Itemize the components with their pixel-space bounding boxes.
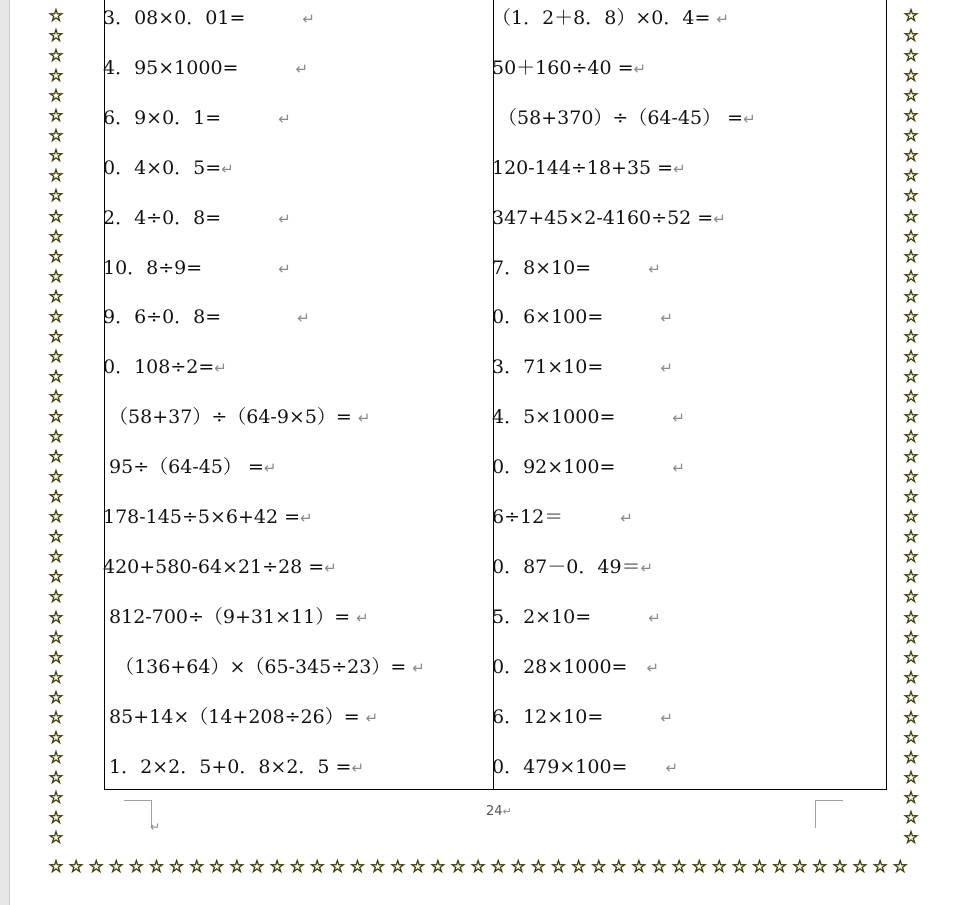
math-expression: （136+64）×（65-345÷23）= [103, 655, 413, 678]
answer-space [615, 456, 672, 478]
border-star-icon: ☆ [48, 767, 64, 788]
math-expression: 0．28×1000= [492, 655, 628, 678]
border-star-icon: ☆ [671, 857, 687, 877]
border-star-icon: ☆ [711, 857, 727, 877]
math-expression: 0．6×100= [492, 306, 604, 329]
border-star-icon: ☆ [48, 427, 64, 448]
border-star-icon: ☆ [892, 857, 908, 877]
math-expression: 50＋160÷40 = [492, 56, 634, 79]
border-star-icon: ☆ [48, 186, 64, 207]
worksheet-row[interactable] [103, 257, 291, 280]
worksheet-row[interactable] [103, 7, 315, 30]
border-star-icon: ☆ [48, 667, 64, 688]
border-star-icon: ☆ [903, 186, 919, 207]
math-expression: 812-700÷（9+31×11）= [103, 605, 357, 628]
worksheet-row[interactable] [103, 356, 227, 379]
border-star-icon: ☆ [903, 6, 919, 26]
border-star-icon: ☆ [48, 487, 64, 508]
border-star-icon: ☆ [48, 386, 64, 407]
paragraph-mark: ↵ [351, 758, 365, 777]
answer-space [563, 506, 620, 528]
border-star-icon: ☆ [903, 306, 919, 327]
answer-space [591, 606, 648, 628]
border-star-icon: ☆ [903, 407, 919, 427]
border-star-icon: ☆ [48, 857, 64, 877]
math-expression: （1．2＋8．8）×0．4= [492, 7, 717, 29]
worksheet-row[interactable] [103, 157, 234, 180]
math-expression: （58+37）÷（64-9×5）= [103, 406, 358, 429]
worksheet-row[interactable] [492, 406, 685, 429]
paragraph-mark: ↵ [412, 658, 425, 677]
worksheet-row[interactable] [103, 207, 291, 230]
worksheet-row[interactable] [492, 756, 678, 779]
worksheet-row[interactable] [103, 306, 310, 329]
border-star-icon: ☆ [903, 547, 919, 568]
border-star-icon: ☆ [48, 126, 64, 147]
border-star-icon: ☆ [349, 857, 366, 877]
border-star-icon: ☆ [903, 727, 919, 748]
border-star-icon: ☆ [48, 46, 64, 67]
border-star-icon: ☆ [903, 66, 919, 87]
math-expression: 9．6÷0．8= [103, 306, 222, 329]
paragraph-mark: ↵ [648, 259, 661, 278]
math-expression: 4．95×1000= [103, 56, 239, 79]
border-star-icon: ☆ [48, 627, 64, 648]
border-star-icon: ☆ [631, 857, 647, 877]
worksheet-row[interactable] [103, 606, 369, 629]
border-star-icon: ☆ [903, 787, 919, 808]
border-star-icon: ☆ [289, 857, 305, 877]
page-number-value: 24 [486, 804, 503, 819]
border-star-icon: ☆ [68, 857, 84, 877]
math-expression: 420+580-64×21÷28 = [103, 555, 325, 578]
border-star-icon: ☆ [48, 447, 64, 468]
worksheet-row[interactable] [103, 656, 425, 679]
paragraph-mark: ↵ [263, 459, 277, 478]
border-star-icon: ☆ [530, 857, 547, 877]
worksheet-row[interactable] [103, 556, 337, 579]
answer-space [238, 57, 295, 79]
border-star-icon: ☆ [903, 246, 919, 267]
border-star-icon: ☆ [903, 567, 919, 588]
border-star-icon: ☆ [903, 447, 919, 468]
border-star-icon: ☆ [329, 857, 346, 877]
border-star-icon: ☆ [48, 747, 64, 768]
border-star-icon: ☆ [903, 326, 919, 347]
math-expression: 95÷（64-45） = [103, 456, 264, 479]
math-expression: 0．92×100= [492, 456, 616, 479]
border-star-icon: ☆ [903, 627, 919, 648]
math-expression: 7．8×10= [492, 256, 592, 279]
worksheet-row[interactable] [103, 456, 276, 479]
border-star-icon: ☆ [430, 857, 446, 877]
math-expression: 3．08×0．01= [103, 7, 246, 29]
answer-space [591, 257, 648, 279]
crop-mark-left [124, 800, 152, 828]
border-star-icon: ☆ [611, 857, 627, 877]
border-star-icon: ☆ [48, 226, 64, 247]
math-expression: 3．71×10= [492, 356, 604, 379]
border-star-icon: ☆ [691, 857, 707, 877]
math-expression: 85+14×（14+208÷26）= [103, 705, 366, 728]
border-star-icon: ☆ [812, 857, 828, 877]
border-star-icon: ☆ [48, 587, 64, 608]
border-star-icon: ☆ [48, 707, 64, 728]
paragraph-mark: ↵ [297, 309, 310, 328]
border-star-icon: ☆ [309, 857, 325, 877]
math-expression: （58+370）÷（64-45） = [492, 106, 744, 129]
border-star-icon: ☆ [591, 857, 607, 877]
answer-space [202, 257, 278, 279]
border-star-icon: ☆ [903, 346, 919, 367]
math-expression: 1．2×2．5+0．8×2．5 = [103, 755, 352, 778]
border-star-icon: ☆ [48, 727, 64, 748]
math-expression: 0．479×100= [492, 755, 628, 778]
page-number-paragraph-mark: ↵ [502, 805, 512, 818]
border-star-icon: ☆ [903, 687, 919, 708]
border-star-icon: ☆ [229, 857, 245, 877]
paragraph-mark: ↵ [295, 59, 309, 78]
border-star-icon: ☆ [269, 857, 285, 877]
border-star-icon: ☆ [48, 146, 64, 167]
worksheet-row[interactable] [103, 107, 291, 130]
worksheet-row[interactable] [492, 656, 659, 679]
worksheet-row[interactable] [492, 57, 646, 80]
border-star-icon: ☆ [570, 857, 587, 877]
border-star-icon: ☆ [48, 6, 64, 26]
left-gutter [0, 0, 10, 905]
border-star-icon: ☆ [651, 857, 667, 877]
paragraph-mark: ↵ [713, 209, 726, 228]
border-star-icon: ☆ [48, 206, 64, 227]
paragraph-mark: ↵ [302, 10, 315, 28]
border-star-icon: ☆ [903, 667, 919, 688]
paragraph-mark: ↵ [743, 109, 756, 128]
math-expression: 2．4÷0．8= [103, 206, 222, 229]
worksheet-row[interactable] [103, 506, 313, 529]
border-star-icon: ☆ [832, 857, 848, 877]
answer-space [627, 756, 665, 778]
math-expression: 0．4×0．5= [103, 156, 222, 179]
answer-space [221, 306, 297, 328]
worksheet-row[interactable] [492, 157, 686, 180]
paragraph-mark: ↵ [665, 758, 679, 777]
border-star-icon: ☆ [48, 808, 64, 828]
worksheet-row[interactable] [492, 606, 661, 629]
paragraph-mark: ↵ [648, 608, 661, 627]
border-star-icon: ☆ [48, 547, 64, 568]
worksheet-row[interactable] [492, 706, 673, 729]
border-star-icon: ☆ [903, 206, 919, 227]
math-expression: 6÷12＝ [492, 506, 564, 528]
paragraph-mark: ↵ [660, 708, 673, 727]
border-star-icon: ☆ [903, 166, 919, 187]
border-star-icon: ☆ [48, 828, 64, 849]
answer-space [603, 356, 660, 378]
border-star-icon: ☆ [550, 857, 567, 877]
math-expression: 120-144÷18+35 = [492, 156, 674, 179]
border-star-icon: ☆ [48, 787, 64, 808]
worksheet-row[interactable] [492, 356, 673, 379]
border-star-icon: ☆ [771, 857, 788, 877]
math-expression: 6．9×0．1= [103, 106, 222, 129]
border-star-icon: ☆ [903, 467, 919, 488]
paragraph-mark: ↵ [365, 708, 379, 727]
paragraph-mark: ↵ [357, 409, 371, 428]
worksheet-row[interactable] [492, 306, 673, 329]
document-page[interactable] [10, 0, 955, 905]
paragraph-mark: ↵ [356, 608, 369, 627]
answer-space [221, 107, 278, 129]
border-star-icon: ☆ [48, 66, 64, 87]
border-star-icon: ☆ [48, 326, 64, 347]
border-star-icon: ☆ [48, 527, 64, 548]
border-star-icon: ☆ [48, 266, 64, 287]
paragraph-mark: ↵ [300, 509, 313, 527]
border-star-icon: ☆ [88, 857, 104, 877]
border-star-icon: ☆ [903, 587, 919, 608]
border-star-icon: ☆ [410, 857, 426, 877]
border-star-icon: ☆ [903, 146, 919, 167]
worksheet-row[interactable] [492, 456, 685, 479]
border-star-icon: ☆ [751, 857, 768, 877]
border-star-icon: ☆ [903, 527, 919, 548]
border-star-icon: ☆ [872, 857, 888, 877]
worksheet-row[interactable] [103, 406, 370, 429]
border-star-icon: ☆ [903, 707, 919, 728]
border-star-icon: ☆ [852, 857, 868, 877]
border-star-icon: ☆ [903, 647, 919, 668]
border-star-icon: ☆ [48, 607, 64, 628]
border-star-icon: ☆ [48, 366, 64, 387]
border-star-icon: ☆ [903, 46, 919, 67]
border-star-icon: ☆ [450, 857, 466, 877]
math-expression: 4．5×1000= [492, 406, 616, 429]
paragraph-mark: ↵ [278, 209, 291, 228]
worksheet-row[interactable] [103, 57, 308, 80]
border-star-icon: ☆ [48, 507, 64, 528]
border-star-icon: ☆ [903, 507, 919, 528]
worksheet-row[interactable] [492, 207, 726, 230]
paragraph-mark: ↵ [716, 10, 729, 28]
border-star-icon: ☆ [792, 857, 808, 877]
border-star-icon: ☆ [731, 857, 748, 877]
answer-space [603, 306, 660, 328]
paragraph-mark: ↵ [620, 509, 633, 527]
border-star-icon: ☆ [510, 857, 526, 877]
paragraph-mark: ↵ [660, 359, 673, 378]
border-star-icon: ☆ [903, 607, 919, 628]
paragraph-mark: ↵ [673, 159, 686, 178]
answer-space [603, 706, 660, 728]
border-star-icon: ☆ [903, 26, 919, 47]
border-star-icon: ☆ [48, 286, 64, 307]
answer-space [221, 207, 278, 229]
border-star-icon: ☆ [48, 407, 64, 427]
border-star-icon: ☆ [903, 366, 919, 387]
border-star-icon: ☆ [490, 857, 506, 877]
border-star-icon: ☆ [903, 487, 919, 508]
border-star-icon: ☆ [470, 857, 486, 877]
paragraph-mark: ↵ [672, 459, 685, 478]
border-star-icon: ☆ [108, 857, 124, 877]
border-star-icon: ☆ [903, 828, 919, 849]
border-star-icon: ☆ [48, 86, 64, 107]
border-star-icon: ☆ [189, 857, 205, 877]
math-expression: 178-145÷5×6+42 = [103, 506, 301, 528]
border-star-icon: ☆ [903, 286, 919, 307]
border-star-icon: ☆ [903, 106, 919, 127]
paragraph-mark: ↵ [633, 59, 647, 78]
paragraph-mark: ↵ [640, 558, 654, 577]
border-star-icon: ☆ [903, 386, 919, 407]
worksheet-row[interactable] [103, 756, 364, 779]
border-star-icon: ☆ [48, 647, 64, 668]
paragraph-mark: ↵ [221, 159, 234, 178]
border-star-icon: ☆ [903, 126, 919, 147]
border-star-icon: ☆ [48, 106, 64, 127]
answer-space [627, 656, 646, 678]
border-star-icon: ☆ [903, 86, 919, 107]
border-star-icon: ☆ [168, 857, 185, 877]
footer-paragraph-mark: ↵ [150, 820, 161, 834]
paragraph-mark: ↵ [278, 259, 291, 278]
border-star-icon: ☆ [148, 857, 165, 877]
worksheet-row[interactable] [103, 706, 378, 729]
border-star-icon: ☆ [903, 266, 919, 287]
border-star-icon: ☆ [903, 808, 919, 828]
border-star-icon: ☆ [48, 687, 64, 708]
border-star-icon: ☆ [390, 857, 406, 877]
worksheet-row[interactable] [492, 107, 756, 130]
border-star-icon: ☆ [48, 26, 64, 47]
worksheet-row[interactable] [492, 556, 653, 579]
border-star-icon: ☆ [209, 857, 225, 877]
paragraph-mark: ↵ [278, 109, 291, 128]
border-star-icon: ☆ [48, 346, 64, 367]
paragraph-mark: ↵ [324, 558, 337, 577]
border-star-icon: ☆ [48, 166, 64, 187]
paragraph-mark: ↵ [646, 658, 660, 677]
border-star-icon: ☆ [903, 427, 919, 448]
border-star-icon: ☆ [128, 857, 145, 877]
paragraph-mark: ↵ [672, 409, 685, 428]
border-star-icon: ☆ [48, 567, 64, 588]
border-star-icon: ☆ [48, 306, 64, 327]
border-star-icon: ☆ [903, 226, 919, 247]
math-expression: 0．87－0．49＝ [492, 555, 641, 578]
page-number [486, 804, 512, 819]
border-star-icon: ☆ [48, 246, 64, 267]
worksheet-row[interactable] [492, 7, 729, 30]
border-star-icon: ☆ [903, 767, 919, 788]
border-star-icon: ☆ [903, 747, 919, 768]
paragraph-mark: ↵ [214, 359, 227, 378]
answer-space [245, 7, 302, 29]
math-expression: 0．108÷2= [103, 356, 215, 379]
worksheet-row[interactable] [492, 257, 661, 280]
border-star-icon: ☆ [249, 857, 265, 877]
math-expression: 6．12×10= [492, 705, 604, 728]
border-star-icon: ☆ [48, 467, 64, 488]
crop-mark-right [815, 800, 843, 828]
math-expression: 5．2×10= [492, 605, 592, 628]
math-expression: 347+45×2-4160÷52 = [492, 206, 714, 229]
border-star-icon: ☆ [369, 857, 386, 877]
worksheet-row[interactable] [492, 506, 633, 529]
math-expression: 10．8÷9= [103, 256, 203, 279]
answer-space [615, 406, 672, 428]
paragraph-mark: ↵ [660, 309, 673, 328]
